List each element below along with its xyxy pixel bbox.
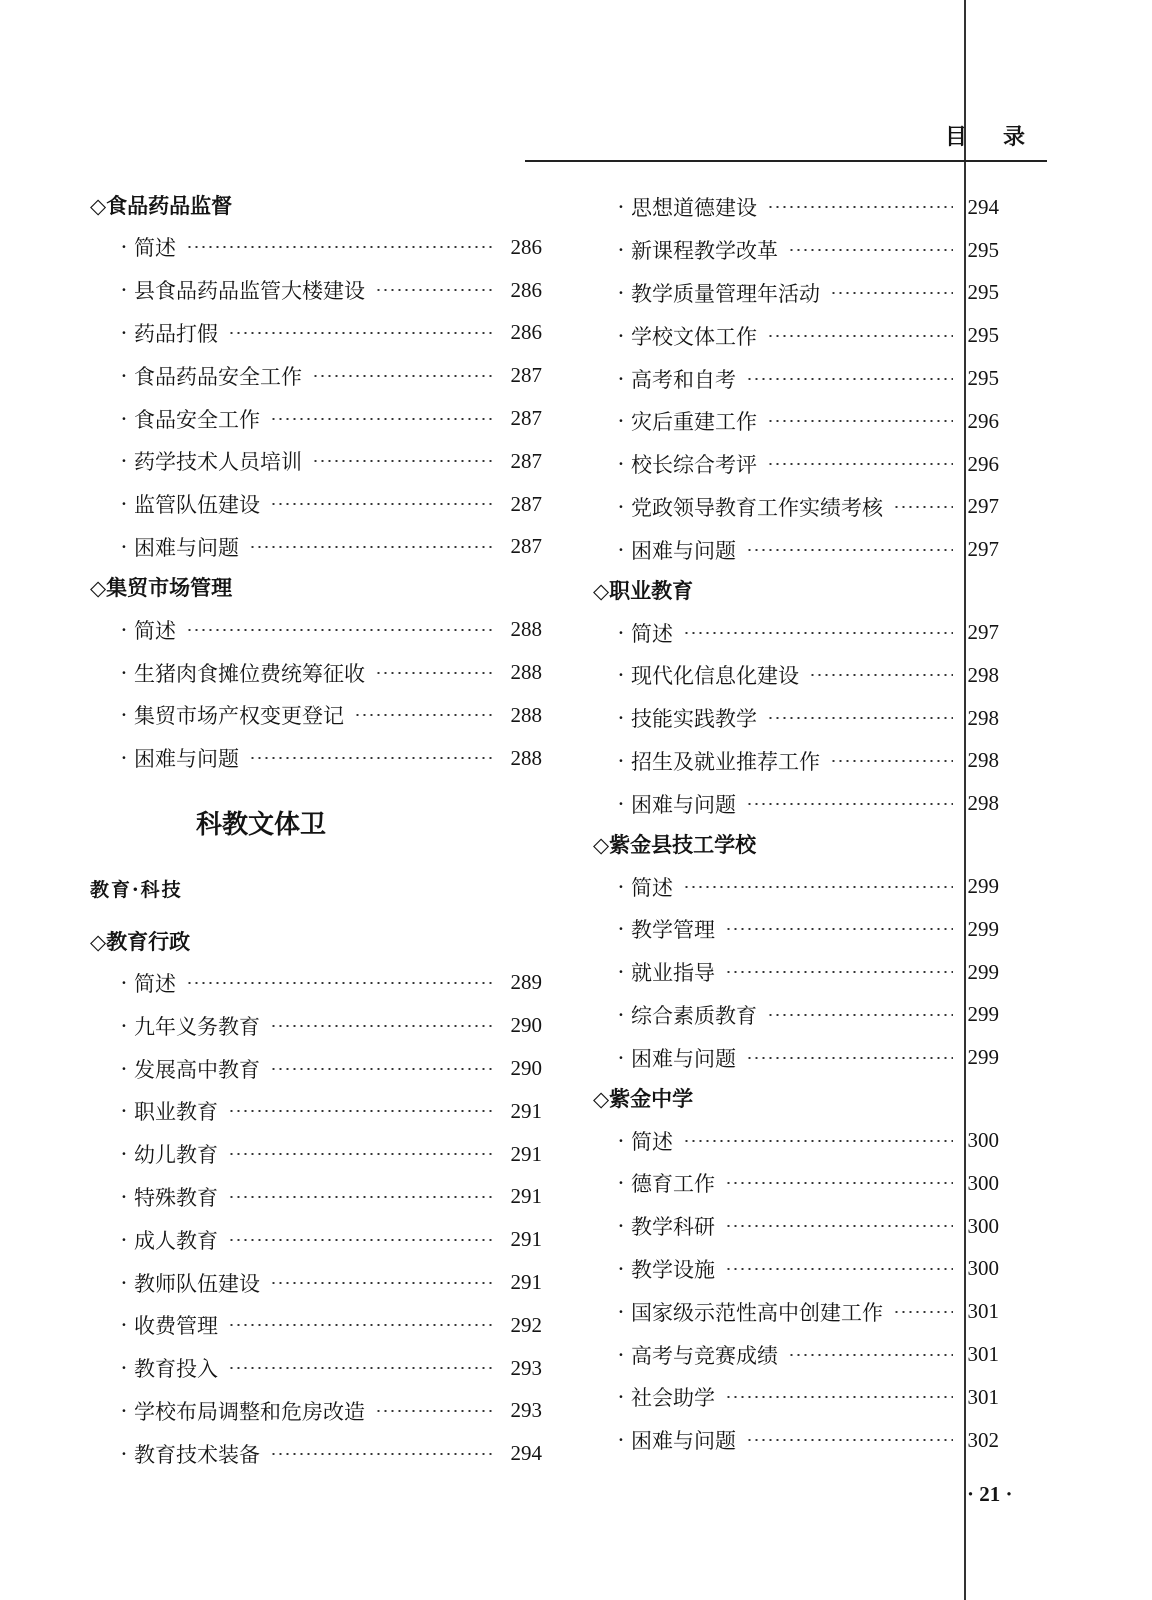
toc-entry[interactable] xyxy=(90,651,542,694)
entry-page-number: 300 xyxy=(967,1213,999,1238)
dot-leader xyxy=(767,1014,953,1016)
entry-label: 教学科研 xyxy=(631,1215,715,1240)
dot-leader xyxy=(186,246,496,248)
bullet-dot: · xyxy=(120,1356,128,1381)
entry-page-number: 300 xyxy=(967,1128,999,1153)
toc-entry[interactable] xyxy=(593,994,999,1037)
entry-label: 简述 xyxy=(631,1129,673,1154)
toc-entry[interactable] xyxy=(593,908,999,951)
entry-page-number: 286 xyxy=(510,234,542,259)
entry-page-number: 287 xyxy=(510,363,542,388)
dot-leader xyxy=(725,1396,953,1398)
entry-page-number: 293 xyxy=(510,1398,542,1423)
entry-label: 县食品药品监管大楼建设 xyxy=(134,279,365,304)
entry-label: 困难与问题 xyxy=(134,535,239,560)
entry-page-number: 296 xyxy=(967,408,999,433)
bullet-dot: · xyxy=(617,960,625,985)
entry-label: 教学管理 xyxy=(631,918,715,943)
entry-label: 发展高中教育 xyxy=(134,1057,260,1082)
dot-leader xyxy=(725,928,953,930)
dot-leader xyxy=(270,1453,496,1455)
toc-entry[interactable] xyxy=(90,1047,542,1090)
section-heading: ◇紫金中学 xyxy=(593,1086,694,1112)
bullet-dot: · xyxy=(617,917,625,942)
entry-label: 困难与问题 xyxy=(631,792,736,817)
dot-leader xyxy=(312,460,496,462)
bullet-dot: · xyxy=(120,1056,128,1081)
entry-label: 招生及就业推荐工作 xyxy=(631,749,820,774)
dot-leader xyxy=(788,1354,953,1356)
dot-leader xyxy=(893,1311,953,1313)
toc-entry[interactable] xyxy=(90,1347,542,1390)
toc-entry[interactable] xyxy=(593,486,999,529)
entry-label: 灾后重建工作 xyxy=(631,410,757,435)
dot-leader xyxy=(725,1225,953,1227)
bullet-dot: · xyxy=(617,1428,625,1453)
bullet-dot: · xyxy=(617,1299,625,1324)
dot-leader xyxy=(683,886,953,888)
dot-leader xyxy=(375,672,496,674)
dot-leader xyxy=(228,1153,496,1155)
bullet-dot: · xyxy=(617,620,625,645)
bullet-dot: · xyxy=(617,537,625,562)
entry-page-number: 301 xyxy=(967,1299,999,1324)
entry-label: 思想道德建设 xyxy=(631,196,757,221)
toc-entry[interactable] xyxy=(90,354,542,397)
toc-entry[interactable] xyxy=(593,1419,999,1462)
toc-entry[interactable] xyxy=(90,1176,542,1219)
dot-leader xyxy=(375,1410,496,1412)
dot-leader xyxy=(683,632,953,634)
entry-label: 简述 xyxy=(134,971,176,996)
category-title: 科教文体卫 xyxy=(195,809,326,840)
entry-page-number: 295 xyxy=(967,280,999,305)
entry-label: 高考与竞赛成绩 xyxy=(631,1343,778,1368)
bullet-dot: · xyxy=(120,1270,128,1295)
dot-leader xyxy=(270,503,496,505)
dot-leader xyxy=(228,1367,496,1369)
toc-entry[interactable] xyxy=(90,737,542,780)
toc-entry[interactable] xyxy=(90,1090,542,1133)
entry-label: 现代化信息化建设 xyxy=(631,664,799,689)
bullet-dot: · xyxy=(120,1099,128,1124)
section-heading: ◇紫金县技工学校 xyxy=(593,832,757,858)
entry-page-number: 292 xyxy=(510,1312,542,1337)
toc-entry[interactable] xyxy=(593,782,999,825)
entry-page-number: 290 xyxy=(510,1013,542,1038)
dot-leader xyxy=(228,332,496,334)
toc-entry[interactable] xyxy=(90,1390,542,1433)
entry-page-number: 287 xyxy=(510,448,542,473)
entry-label: 生猪肉食摊位费统筹征收 xyxy=(134,661,365,686)
bullet-dot: · xyxy=(617,1171,625,1196)
dot-leader xyxy=(249,546,496,548)
bullet-dot: · xyxy=(617,1256,625,1281)
entry-page-number: 297 xyxy=(967,494,999,519)
entry-label: 特殊教育 xyxy=(134,1185,218,1210)
entry-page-number: 289 xyxy=(510,970,542,995)
entry-page-number: 297 xyxy=(967,537,999,562)
bullet-dot: · xyxy=(120,1441,128,1466)
section-heading: ◇教育行政 xyxy=(90,928,191,954)
bullet-dot: · xyxy=(120,278,128,303)
toc-entry[interactable] xyxy=(593,528,999,571)
entry-label: 学校文体工作 xyxy=(631,324,757,349)
toc-entry[interactable] xyxy=(90,1133,542,1176)
left-column xyxy=(90,186,542,1475)
entry-page-number: 295 xyxy=(967,366,999,391)
dot-leader xyxy=(270,1068,496,1070)
entry-page-number: 291 xyxy=(510,1098,542,1123)
toc-entry[interactable] xyxy=(90,312,542,355)
toc-entry[interactable] xyxy=(593,740,999,783)
entry-page-number: 302 xyxy=(967,1427,999,1452)
entry-page-number: 291 xyxy=(510,1270,542,1295)
toc-entry[interactable] xyxy=(593,654,999,697)
entry-page-number: 300 xyxy=(967,1170,999,1195)
entry-label: 国家级示范性高中创建工作 xyxy=(631,1300,883,1325)
entry-label: 德育工作 xyxy=(631,1172,715,1197)
toc-entry[interactable] xyxy=(593,1119,999,1162)
bullet-dot: · xyxy=(120,235,128,260)
toc-entry[interactable] xyxy=(90,526,542,569)
entry-page-number: 301 xyxy=(967,1342,999,1367)
entry-label: 新课程教学改革 xyxy=(631,239,778,264)
entry-page-number: 298 xyxy=(967,705,999,730)
toc-entry[interactable] xyxy=(593,1205,999,1248)
entry-label: 困难与问题 xyxy=(631,1429,736,1454)
entry-label: 教学设施 xyxy=(631,1257,715,1282)
entry-page-number: 287 xyxy=(510,534,542,559)
toc-entry[interactable] xyxy=(90,226,542,269)
entry-page-number: 299 xyxy=(967,1002,999,1027)
dot-leader xyxy=(830,760,953,762)
dot-leader xyxy=(809,674,953,676)
dot-leader xyxy=(228,1110,496,1112)
entry-page-number: 288 xyxy=(510,702,542,727)
bullet-dot: · xyxy=(120,970,128,995)
dot-leader xyxy=(830,292,953,294)
toc-entry[interactable] xyxy=(593,611,999,654)
entry-label: 成人教育 xyxy=(134,1228,218,1253)
dot-leader xyxy=(767,206,953,208)
toc-entry[interactable] xyxy=(593,1162,999,1205)
entry-page-number: 299 xyxy=(967,916,999,941)
entry-page-number: 287 xyxy=(510,491,542,516)
entry-label: 食品安全工作 xyxy=(134,407,260,432)
entry-page-number: 294 xyxy=(510,1441,542,1466)
toc-entry[interactable] xyxy=(593,229,999,272)
bullet-dot: · xyxy=(617,238,625,263)
entry-label: 教学质量管理年活动 xyxy=(631,281,820,306)
right-column xyxy=(593,186,999,1462)
dot-leader xyxy=(767,717,953,719)
entry-page-number: 288 xyxy=(510,745,542,770)
toc-entry[interactable] xyxy=(90,1304,542,1347)
toc-entry[interactable] xyxy=(593,272,999,315)
entry-label: 学校布局调整和危房改造 xyxy=(134,1399,365,1424)
toc-entry[interactable] xyxy=(90,962,542,1005)
bullet-dot: · xyxy=(120,746,128,771)
bullet-dot: · xyxy=(617,1045,625,1070)
dot-leader xyxy=(746,378,953,380)
toc-entry[interactable] xyxy=(90,694,542,737)
entry-page-number: 286 xyxy=(510,277,542,302)
entry-page-number: 298 xyxy=(967,791,999,816)
dot-leader xyxy=(767,463,953,465)
toc-entry[interactable] xyxy=(593,697,999,740)
bullet-dot: · xyxy=(120,617,128,642)
bullet-dot: · xyxy=(617,1128,625,1153)
bullet-dot: · xyxy=(617,366,625,391)
toc-entry[interactable] xyxy=(593,357,999,400)
bullet-dot: · xyxy=(120,1184,128,1209)
entry-page-number: 293 xyxy=(510,1355,542,1380)
bullet-dot: · xyxy=(120,492,128,517)
page-number: · 21 · xyxy=(967,1482,1013,1506)
dot-leader xyxy=(725,1268,953,1270)
entry-page-number: 295 xyxy=(967,323,999,348)
entry-label: 职业教育 xyxy=(134,1100,218,1125)
dot-leader xyxy=(767,420,953,422)
dot-leader xyxy=(270,418,496,420)
bullet-dot: · xyxy=(617,1214,625,1239)
entry-label: 教师队伍建设 xyxy=(134,1271,260,1296)
entry-page-number: 298 xyxy=(967,662,999,687)
bullet-dot: · xyxy=(617,791,625,816)
toc-entry[interactable] xyxy=(90,1218,542,1261)
entry-label: 简述 xyxy=(134,618,176,643)
toc-entry[interactable] xyxy=(90,483,542,526)
toc-entry[interactable] xyxy=(90,440,542,483)
entry-page-number: 288 xyxy=(510,660,542,685)
entry-page-number: 290 xyxy=(510,1056,542,1081)
dot-leader xyxy=(228,1196,496,1198)
entry-label: 社会助学 xyxy=(631,1386,715,1411)
entry-label: 简述 xyxy=(134,236,176,261)
entry-label: 综合素质教育 xyxy=(631,1003,757,1028)
dot-leader xyxy=(228,1324,496,1326)
subcategory-title: 教育·科技 xyxy=(90,878,183,901)
dot-leader xyxy=(354,714,496,716)
dot-leader xyxy=(746,1439,953,1441)
entry-page-number: 286 xyxy=(510,320,542,345)
bullet-dot: · xyxy=(617,706,625,731)
bullet-dot: · xyxy=(120,363,128,388)
section-heading: ◇职业教育 xyxy=(593,578,694,604)
bullet-dot: · xyxy=(617,195,625,220)
dot-leader xyxy=(767,335,953,337)
bullet-dot: · xyxy=(120,534,128,559)
toc-entry[interactable] xyxy=(90,397,542,440)
dot-leader xyxy=(893,506,953,508)
bullet-dot: · xyxy=(617,409,625,434)
toc-entry[interactable] xyxy=(593,951,999,994)
entry-page-number: 291 xyxy=(510,1141,542,1166)
entry-label: 困难与问题 xyxy=(631,1046,736,1071)
entry-page-number: 291 xyxy=(510,1227,542,1252)
bullet-dot: · xyxy=(120,703,128,728)
bullet-dot: · xyxy=(617,1342,625,1367)
dot-leader xyxy=(725,971,953,973)
entry-page-number: 291 xyxy=(510,1184,542,1209)
entry-label: 九年义务教育 xyxy=(134,1014,260,1039)
entry-page-number: 294 xyxy=(967,194,999,219)
dot-leader xyxy=(228,1239,496,1241)
entry-label: 简述 xyxy=(631,621,673,646)
toc-entry[interactable] xyxy=(90,1004,542,1047)
bullet-dot: · xyxy=(617,1385,625,1410)
entry-page-number: 288 xyxy=(510,617,542,642)
entry-label: 高考和自考 xyxy=(631,367,736,392)
bullet-dot: · xyxy=(617,663,625,688)
entry-label: 收费管理 xyxy=(134,1314,218,1339)
section-heading: ◇集贸市场管理 xyxy=(90,575,233,601)
toc-entry[interactable] xyxy=(593,314,999,357)
bullet-dot: · xyxy=(617,280,625,305)
entry-label: 简述 xyxy=(631,875,673,900)
entry-label: 药学技术人员培训 xyxy=(134,450,302,475)
entry-label: 教育技术装备 xyxy=(134,1442,260,1467)
toc-entry[interactable] xyxy=(593,443,999,486)
dot-leader xyxy=(746,1057,953,1059)
dot-leader xyxy=(788,249,953,251)
entry-page-number: 300 xyxy=(967,1256,999,1281)
dot-leader xyxy=(375,289,496,291)
entry-label: 困难与问题 xyxy=(631,538,736,563)
dot-leader xyxy=(186,982,496,984)
dot-leader xyxy=(725,1182,953,1184)
entry-label: 校长综合考评 xyxy=(631,453,757,478)
dot-leader xyxy=(186,629,496,631)
toc-entry[interactable] xyxy=(593,865,999,908)
bullet-dot: · xyxy=(617,452,625,477)
entry-label: 困难与问题 xyxy=(134,747,239,772)
toc-entry[interactable] xyxy=(90,269,542,312)
toc-entry[interactable] xyxy=(593,1290,999,1333)
entry-label: 食品药品安全工作 xyxy=(134,364,302,389)
bullet-dot: · xyxy=(120,660,128,685)
dot-leader xyxy=(249,757,496,759)
bullet-dot: · xyxy=(617,1002,625,1027)
toc-entry[interactable] xyxy=(593,1376,999,1419)
entry-page-number: 298 xyxy=(967,748,999,773)
bullet-dot: · xyxy=(120,1398,128,1423)
entry-page-number: 299 xyxy=(967,959,999,984)
toc-entry[interactable] xyxy=(90,1432,542,1475)
entry-page-number: 295 xyxy=(967,237,999,262)
bullet-dot: · xyxy=(120,1013,128,1038)
bullet-dot: · xyxy=(617,323,625,348)
entry-page-number: 299 xyxy=(967,874,999,899)
toc-entry[interactable] xyxy=(90,608,542,651)
entry-label: 集贸市场产权变更登记 xyxy=(134,704,344,729)
page-header xyxy=(525,112,1061,162)
toc-entry[interactable] xyxy=(90,1261,542,1304)
dot-leader xyxy=(746,803,953,805)
toc-entry[interactable] xyxy=(593,400,999,443)
bullet-dot: · xyxy=(120,1142,128,1167)
section-heading: ◇食品药品监督 xyxy=(90,193,233,218)
dot-leader xyxy=(270,1025,496,1027)
bullet-dot: · xyxy=(120,1227,128,1252)
bullet-dot: · xyxy=(120,1313,128,1338)
entry-label: 教育投入 xyxy=(134,1357,218,1382)
entry-page-number: 297 xyxy=(967,620,999,645)
toc-entry[interactable] xyxy=(593,1248,999,1291)
entry-page-number: 287 xyxy=(510,406,542,431)
entry-label: 技能实践教学 xyxy=(631,707,757,732)
entry-label: 党政领导教育工作实绩考核 xyxy=(631,495,883,520)
bullet-dot: · xyxy=(617,874,625,899)
entry-page-number: 296 xyxy=(967,451,999,476)
bullet-dot: · xyxy=(617,494,625,519)
bullet-dot: · xyxy=(120,449,128,474)
entry-label: 监管队伍建设 xyxy=(134,493,260,518)
entry-page-number: 299 xyxy=(967,1045,999,1070)
dot-leader xyxy=(270,1282,496,1284)
dot-leader xyxy=(683,1140,953,1142)
dot-leader xyxy=(746,549,953,551)
entry-label: 就业指导 xyxy=(631,961,715,986)
bullet-dot: · xyxy=(120,406,128,431)
toc-entry[interactable] xyxy=(593,1333,999,1376)
header-title: 目录 xyxy=(944,124,1061,150)
bullet-dot: · xyxy=(120,320,128,345)
entry-label: 药品打假 xyxy=(134,321,218,346)
dot-leader xyxy=(312,375,496,377)
toc-entry[interactable] xyxy=(593,186,999,229)
toc-entry[interactable] xyxy=(593,1036,999,1079)
entry-label: 幼儿教育 xyxy=(134,1143,218,1168)
bullet-dot: · xyxy=(617,748,625,773)
entry-page-number: 301 xyxy=(967,1384,999,1409)
